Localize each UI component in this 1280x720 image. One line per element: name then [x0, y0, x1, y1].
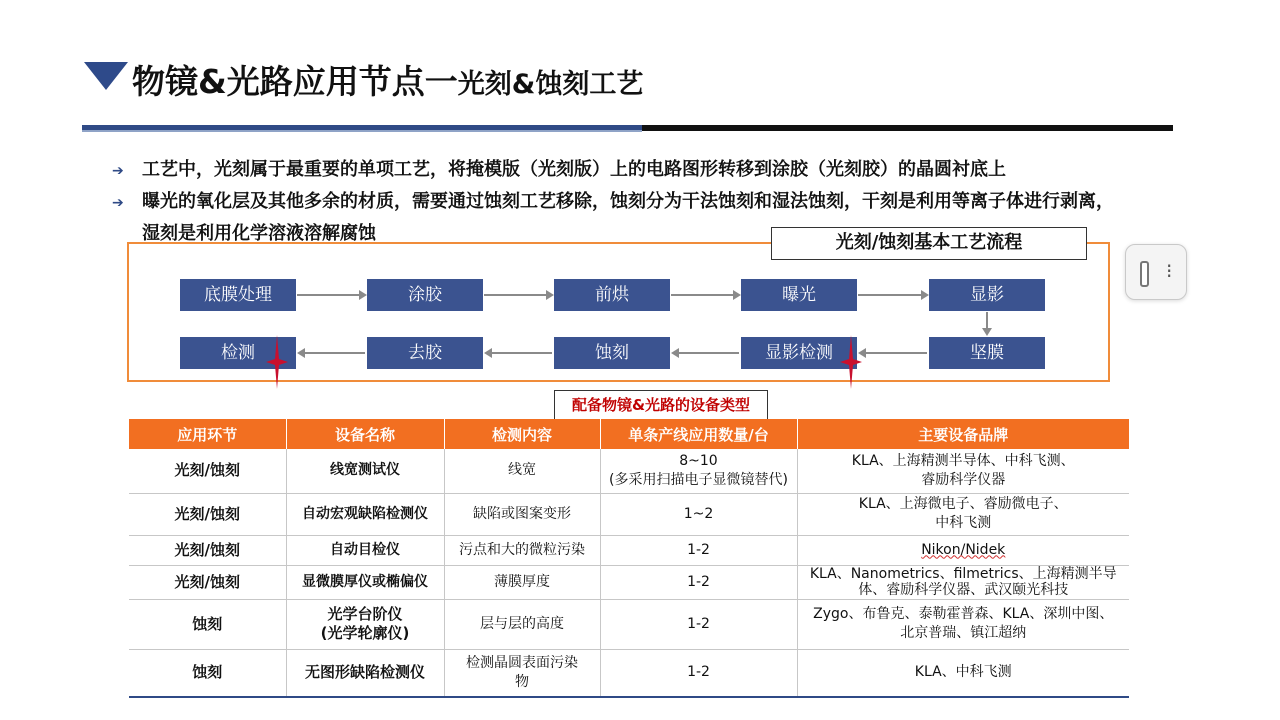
- cell-device: 无图形缺陷检测仪: [286, 649, 444, 697]
- flow-step: 显影: [929, 279, 1045, 311]
- equipment-table: [129, 419, 1129, 698]
- column-header: 应用环节: [129, 419, 286, 449]
- cell-stage: 光刻/蚀刻: [129, 565, 286, 599]
- cell-brand: Zygo、布鲁克、泰勒霍普森、KLA、深圳中图、 北京普瑞、镇江超纳: [797, 599, 1129, 649]
- grip-icon: [1140, 261, 1149, 287]
- table-row: [129, 535, 1129, 565]
- side-handle-glyph: ⁝: [1166, 259, 1173, 283]
- cell-brand: KLA、Nanometrics、filmetrics、上海精测半导 体、睿励科学仪器、武汉颐光科技: [797, 565, 1129, 599]
- arrow-bullet-icon: ➔: [112, 163, 124, 179]
- cell-content: 线宽: [444, 449, 600, 493]
- bullet-2: ➔ 曝光的氧化层及其他多余的材质，需要通过蚀刻工艺移除，蚀刻分为干法蚀刻和湿法蚀刻，干刻是利用等离子体进行剥离，: [112, 191, 1114, 212]
- side-scroll-handle[interactable]: [1125, 244, 1187, 300]
- cell-content: 污点和大的微粒污染: [444, 535, 600, 565]
- flow-arrow-left: [486, 352, 552, 354]
- cell-content: 层与层的高度: [444, 599, 600, 649]
- cell-device: 光学台阶仪 (光学轮廓仪): [286, 599, 444, 649]
- table-row: [129, 599, 1129, 649]
- cell-device: 显微膜厚仪或椭偏仪: [286, 565, 444, 599]
- process-flow-title: 光刻/蚀刻基本工艺流程: [771, 227, 1087, 260]
- title-underline-shadow: [82, 130, 642, 132]
- column-header: 主要设备品牌: [797, 419, 1129, 449]
- cell-brand: KLA、上海微电子、睿励微电子、 中科飞测: [797, 493, 1129, 535]
- table-row: [129, 649, 1129, 697]
- cell-device: 自动目检仪: [286, 535, 444, 565]
- table-row: [129, 449, 1129, 493]
- cell-brand: KLA、上海精测半导体、中科飞测、 睿励科学仪器: [797, 449, 1129, 493]
- cell-brand: Nikon/Nidek: [797, 535, 1129, 565]
- flow-step: 检测: [180, 337, 296, 369]
- cell-stage: 蚀刻: [129, 649, 286, 697]
- flow-step: 蚀刻: [554, 337, 670, 369]
- flow-arrow-left: [673, 352, 739, 354]
- flow-arrow-right: [484, 294, 552, 296]
- flow-arrow-right: [858, 294, 927, 296]
- flow-step: 曝光: [741, 279, 857, 311]
- flow-arrow-down: [986, 312, 988, 334]
- star-marker-icon: [840, 335, 862, 389]
- flow-arrow-left: [860, 352, 927, 354]
- cell-brand: KLA、中科飞测: [797, 649, 1129, 697]
- cell-stage: 光刻/蚀刻: [129, 449, 286, 493]
- flow-step: 去胶: [367, 337, 483, 369]
- cell-stage: 蚀刻: [129, 599, 286, 649]
- table-caption: 配备物镜&光路的设备类型: [554, 390, 768, 420]
- cell-qty: 1-2: [600, 535, 797, 565]
- cell-stage: 光刻/蚀刻: [129, 535, 286, 565]
- title-triangle-icon: [84, 62, 128, 90]
- table-row: [129, 565, 1129, 599]
- cell-device: 线宽测试仪: [286, 449, 444, 493]
- flow-arrow-right: [297, 294, 365, 296]
- title-underline-black: [642, 125, 1173, 131]
- cell-qty: 1~2: [600, 493, 797, 535]
- flow-step: 底膜处理: [180, 279, 296, 311]
- table-row: [129, 493, 1129, 535]
- arrow-bullet-icon: ➔: [112, 195, 124, 211]
- flow-arrow-right: [671, 294, 739, 296]
- column-header: 设备名称: [286, 419, 444, 449]
- star-marker-icon: [266, 335, 288, 389]
- cell-device: 自动宏观缺陷检测仪: [286, 493, 444, 535]
- column-header: 单条产线应用数量/台: [600, 419, 797, 449]
- cell-qty: 8~10 (多采用扫描电子显微镜替代): [600, 449, 797, 493]
- flow-step: 前烘: [554, 279, 670, 311]
- flow-step: 涂胶: [367, 279, 483, 311]
- bullet-1: ➔ 工艺中，光刻属于最重要的单项工艺，将掩模版（光刻版）上的电路图形转移到涂胶（光刻胶）的晶圆衬底上: [112, 159, 1006, 180]
- cell-qty: 1-2: [600, 599, 797, 649]
- table-header-row: [129, 419, 1129, 449]
- flow-arrow-left: [299, 352, 365, 354]
- cell-qty: 1-2: [600, 649, 797, 697]
- page-title: 物镜&光路应用节点一光刻&蚀刻工艺: [132, 62, 644, 101]
- bullet-2-continuation: 湿刻是利用化学溶液溶解腐蚀: [142, 223, 376, 244]
- cell-content: 薄膜厚度: [444, 565, 600, 599]
- flow-step: 显影检测: [741, 337, 857, 369]
- flow-step: 坚膜: [929, 337, 1045, 369]
- cell-content: 缺陷或图案变形: [444, 493, 600, 535]
- cell-stage: 光刻/蚀刻: [129, 493, 286, 535]
- cell-qty: 1-2: [600, 565, 797, 599]
- cell-content: 检测晶圆表面污染 物: [444, 649, 600, 697]
- column-header: 检测内容: [444, 419, 600, 449]
